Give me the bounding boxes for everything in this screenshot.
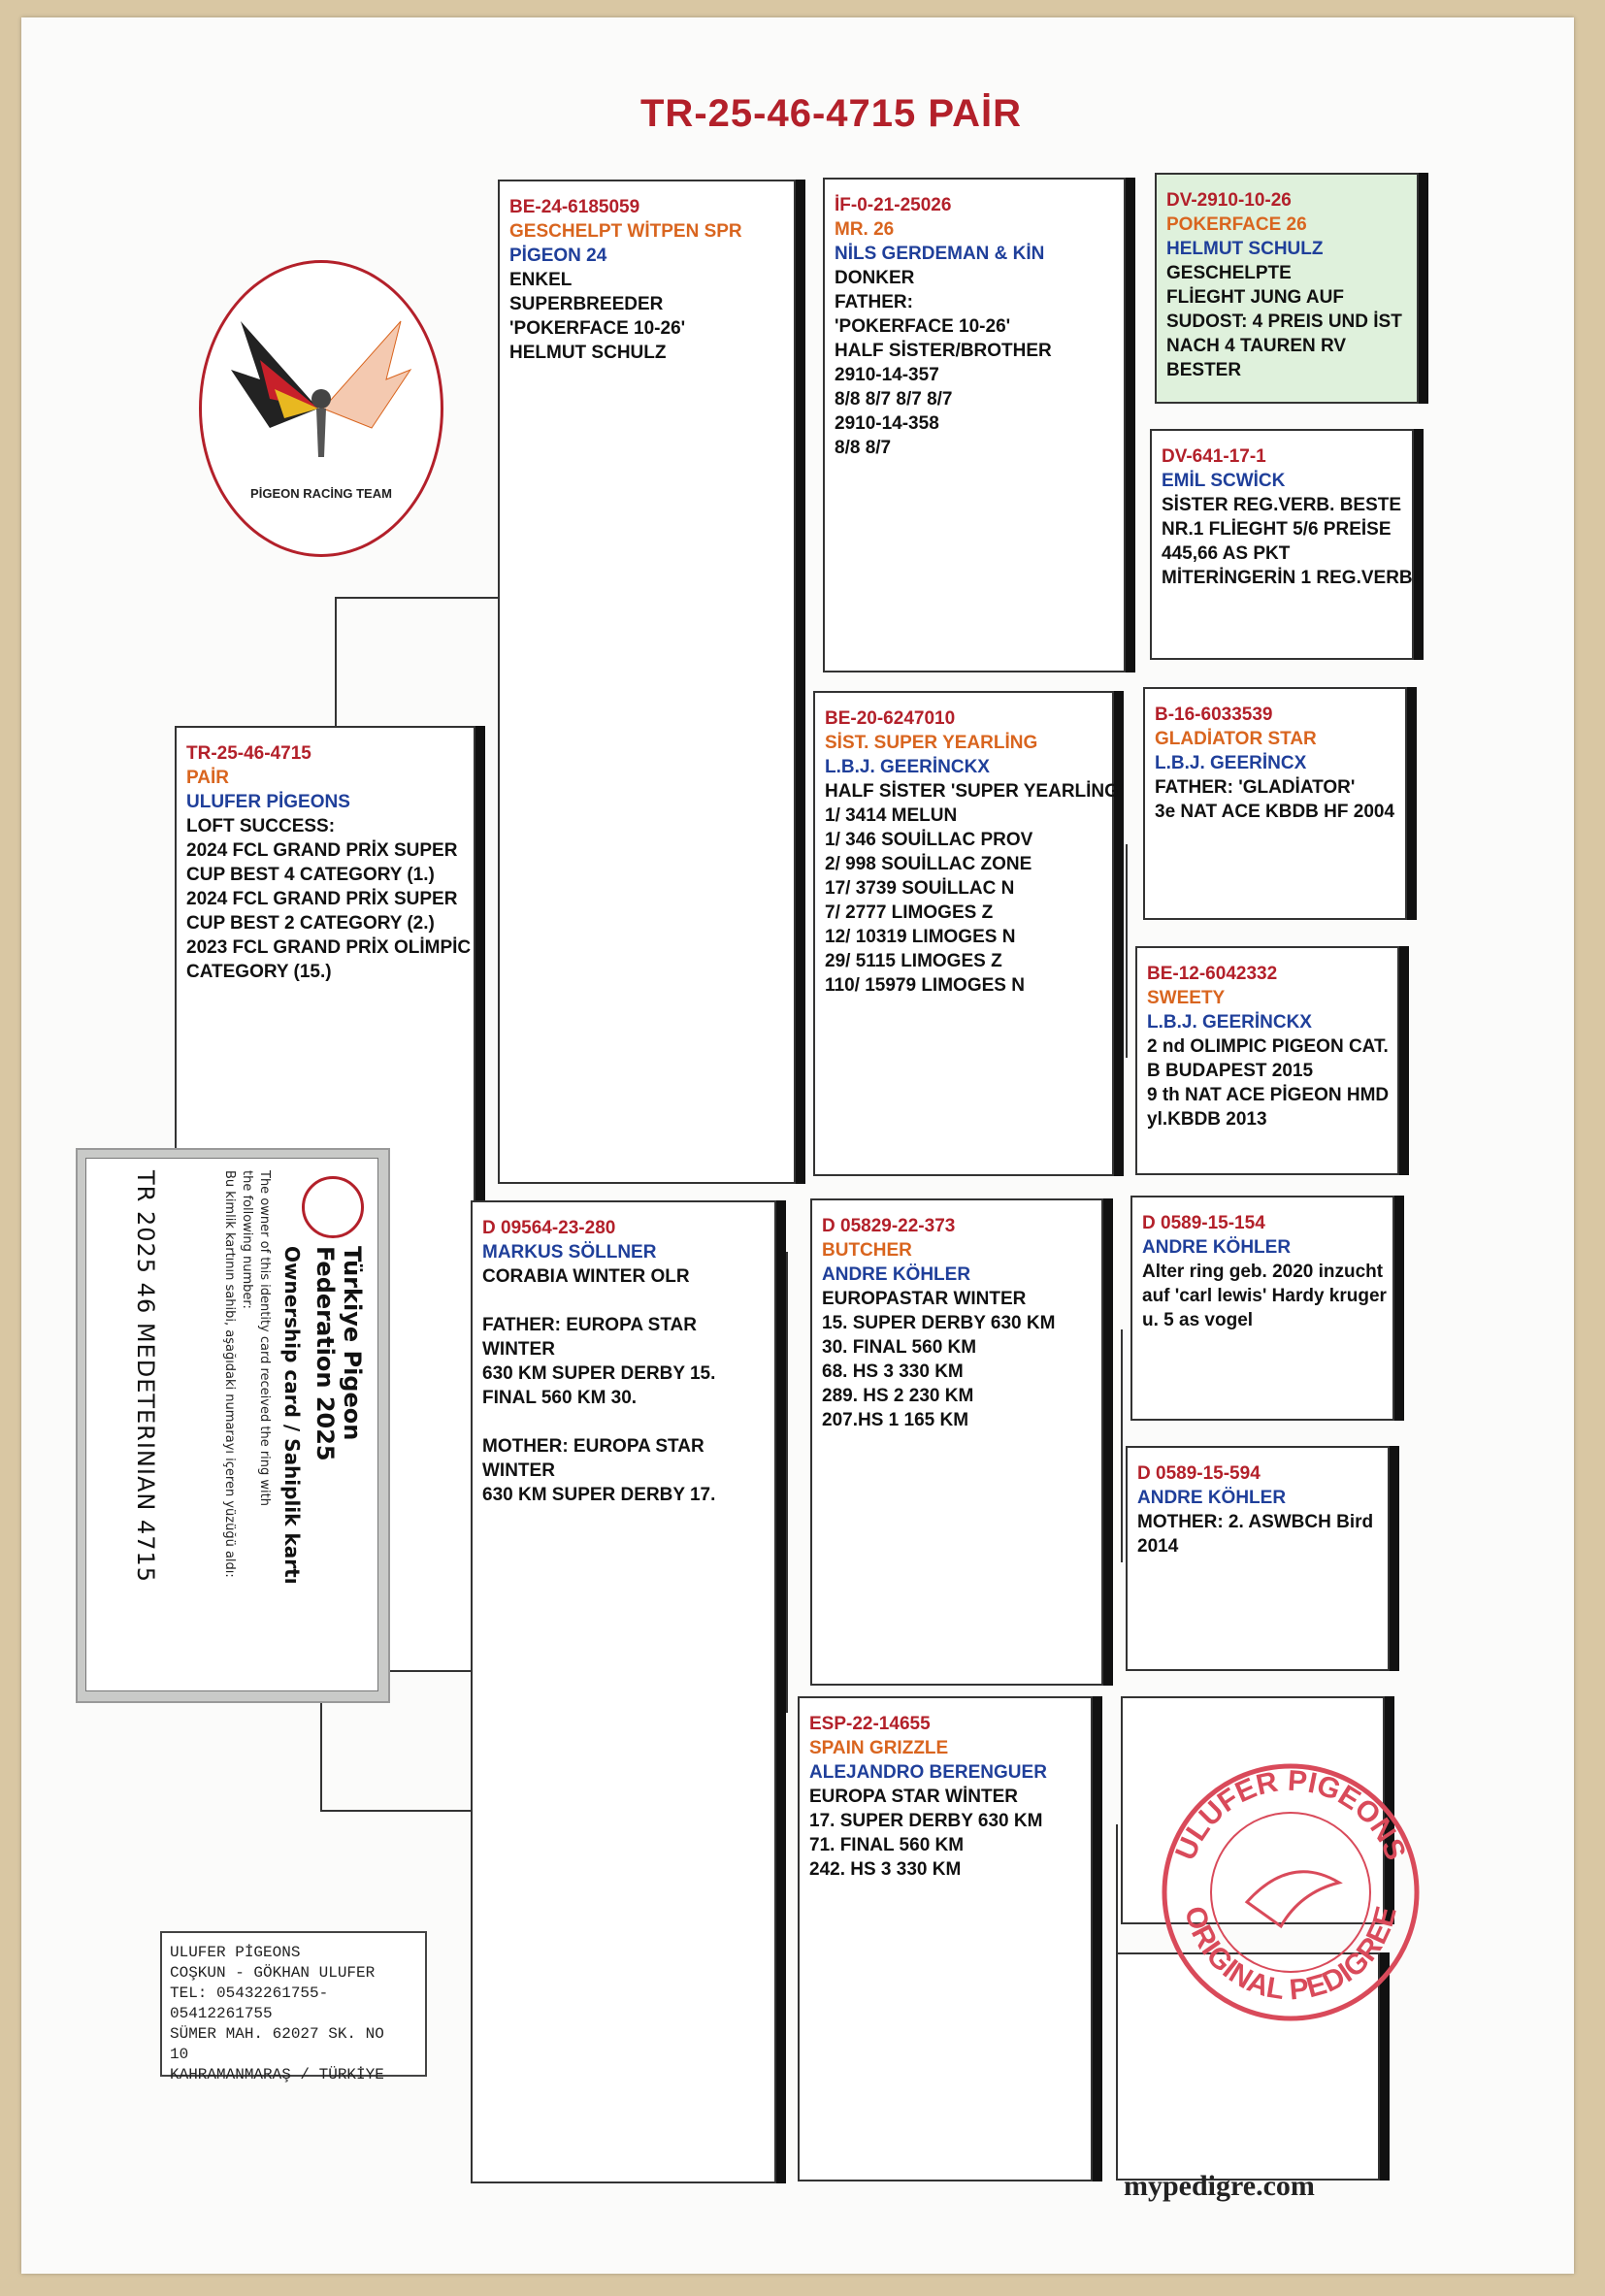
address-line: KAHRAMANMARAŞ / TÜRKİYE <box>170 2066 384 2083</box>
info-line: 242. HS 3 330 KM <box>809 1859 962 1880</box>
info-line: SUDOST: 4 PREIS UND İST <box>1166 312 1402 332</box>
stamp-top-text: ULUFER PİGEONS <box>1169 1764 1412 1865</box>
stamp-bottom-text: ORIGINAL PEDIGREE <box>1178 1902 1403 2007</box>
pigeon-card-dsd <box>1126 1446 1390 1671</box>
breeder-name: ANDRE KÖHLER <box>822 1264 971 1285</box>
info-line: MOTHER: EUROPA STAR <box>482 1436 704 1457</box>
pigeon-card-sds <box>1143 687 1407 920</box>
pigeon-name: POKERFACE 26 <box>1166 214 1307 235</box>
info-line: 2023 FCL GRAND PRİX OLİMPİC <box>186 937 472 958</box>
info-line: 71. FINAL 560 KM <box>809 1835 965 1855</box>
pigeon-card-dam-dam <box>798 1696 1093 2181</box>
federation-emblem-icon <box>302 1176 364 1238</box>
info-line: 17. SUPER DERBY 630 KM <box>809 1811 1043 1831</box>
pigeon-card-dam <box>471 1200 776 2183</box>
pigeon-card-sire <box>498 180 796 1184</box>
info-line: 8/8 8/7 8/7 8/7 <box>835 389 953 410</box>
svg-text:ULUFER PİGEONS <box>1169 1765 1412 1865</box>
address-line: ULUFER PİGEONS <box>170 1944 301 1961</box>
pigeon-name: SWEETY <box>1147 988 1226 1008</box>
pigeon-card-sss <box>1155 173 1419 404</box>
breeder-name: ALEJANDRO BERENGUER <box>809 1762 1047 1783</box>
info-line: CATEGORY (15.) <box>186 962 332 982</box>
info-line: NACH 4 TAUREN RV <box>1166 336 1347 356</box>
info-line: 445,66 AS PKT <box>1162 543 1291 564</box>
connector <box>320 1810 471 1812</box>
breeder-name: HELMUT SCHULZ <box>1166 239 1324 259</box>
info-line: 630 KM SUPER DERBY 17. <box>482 1485 716 1505</box>
eagle-wings-icon <box>202 263 441 554</box>
breeder-name: ANDRE KÖHLER <box>1137 1488 1287 1508</box>
info-line: 2/ 998 SOUİLLAC ZONE <box>825 854 1032 874</box>
info-line: 8/8 8/7 <box>835 438 892 458</box>
info-line: FATHER: 'GLADİATOR' <box>1155 777 1356 798</box>
address-line: 05412261755 <box>170 2005 273 2022</box>
info-line: FATHER: EUROPA STAR <box>482 1315 697 1335</box>
ring-number: İF-0-21-25026 <box>835 195 952 215</box>
info-line: 'POKERFACE 10-26' <box>509 318 686 339</box>
ownership-card <box>76 1148 390 1703</box>
info-line: 1/ 346 SOUİLLAC PROV <box>825 830 1033 850</box>
info-line: CUP BEST 4 CATEGORY (1.) <box>186 865 435 885</box>
logo-caption: PİGEON RACİNG TEAM <box>250 486 392 501</box>
federation-line: Federation 2025 <box>311 1246 339 1461</box>
breeder-name: PİGEON 24 <box>509 246 607 266</box>
spacer <box>482 1289 765 1313</box>
info-line: 7/ 2777 LIMOGES Z <box>825 902 994 923</box>
pigeon-name: GLADİATOR STAR <box>1155 729 1317 749</box>
info-line: B BUDAPEST 2015 <box>1147 1061 1314 1081</box>
info-line: MİTERİNGERİN 1 REG.VERB. <box>1162 568 1418 588</box>
info-line: WINTER <box>482 1460 555 1481</box>
info-line: 12/ 10319 LIMOGES N <box>825 927 1016 947</box>
info-line: GESCHELPTE <box>1166 263 1292 283</box>
connector <box>796 344 798 873</box>
info-line: 9 th NAT ACE PİGEON HMD <box>1147 1085 1390 1105</box>
info-line: yl.KBDB 2013 <box>1147 1109 1267 1130</box>
info-line: SİSTER REG.VERB. BESTE <box>1162 495 1402 515</box>
federation-title <box>311 1246 366 1461</box>
pigeon-card-sire-dam <box>813 691 1124 1176</box>
original-pedigree-stamp <box>1155 1747 1426 2028</box>
ring-number: D 05829-22-373 <box>822 1216 956 1236</box>
breeder-name: L.B.J. GEERİNCKX <box>825 757 990 777</box>
connector <box>335 597 500 599</box>
info-line: 2 nd OLIMPIC PIGEON CAT. <box>1147 1036 1389 1057</box>
info-line: MOTHER: 2. ASWBCH Bird <box>1137 1512 1374 1532</box>
pigeon-name: BUTCHER <box>822 1240 912 1261</box>
team-logo <box>199 260 443 557</box>
connector <box>335 597 337 726</box>
info-line: 2910-14-357 <box>835 365 939 385</box>
info-line: 2014 <box>1137 1536 1179 1557</box>
connector <box>1126 844 1128 1058</box>
card-notice <box>220 1170 273 1675</box>
info-line: HALF SİSTER 'SUPER YEARLİNG' <box>825 781 1124 802</box>
ring-number: D 0589-15-154 <box>1142 1213 1265 1233</box>
info-line: HELMUT SCHULZ <box>509 343 667 363</box>
address-line: TEL: 05432261755- <box>170 1984 329 2002</box>
breeder-name: ANDRE KÖHLER <box>1142 1237 1292 1258</box>
federation-line: Türkiye Pigeon <box>339 1246 366 1441</box>
info-line: ENKEL <box>509 270 573 290</box>
ownership-label: Ownership card / Sahiplik kartı <box>280 1246 304 1585</box>
pigeon-card-dss <box>1130 1196 1394 1421</box>
address-line: SÜMER MAH. 62027 SK. NO <box>170 2025 384 2043</box>
pigeon-card-ssd <box>1150 429 1418 660</box>
footer-site: mypedigre.com <box>1124 2170 1315 2202</box>
connector <box>786 1252 788 1713</box>
info-line: 289. HS 2 230 KM <box>822 1386 974 1406</box>
connector <box>320 1703 322 1810</box>
info-line: 29/ 5115 LIMOGES Z <box>825 951 1002 971</box>
ring-number: BE-24-6185059 <box>509 197 640 217</box>
card-notice-tr: Bu kimlik kartının sahibi, aşağıdaki numarayı içeren yüzüğü aldı: <box>222 1170 237 1578</box>
info-line: LOFT SUCCESS: <box>186 816 336 836</box>
info-line: FINAL 560 KM 30. <box>482 1388 638 1408</box>
connector <box>1130 233 1132 476</box>
info-line: 2024 FCL GRAND PRİX SUPER <box>186 840 458 861</box>
pigeon-name: MR. 26 <box>835 219 895 240</box>
info-line: 17/ 3739 SOUİLLAC N <box>825 878 1015 899</box>
pigeon-card-sdd <box>1135 946 1399 1175</box>
ring-number: BE-12-6042332 <box>1147 964 1278 984</box>
address-line: COŞKUN - GÖKHAN ULUFER <box>170 1964 376 1982</box>
info-line: 2024 FCL GRAND PRİX SUPER <box>186 889 458 909</box>
info-line: 30. FINAL 560 KM <box>822 1337 977 1358</box>
info-line: FLİEGHT JUNG AUF <box>1166 287 1344 308</box>
ring-number: B-16-6033539 <box>1155 705 1273 725</box>
breeder-name: L.B.J. GEERİNCKX <box>1147 1012 1312 1033</box>
pigeon-name: SİST. SUPER YEARLİNG <box>825 733 1038 753</box>
info-line: CUP BEST 2 CATEGORY (2.) <box>186 913 435 934</box>
info-line: SUPERBREEDER <box>509 294 664 314</box>
info-line: 207.HS 1 165 KM <box>822 1410 969 1430</box>
card-notice-en: The owner of this identity card received the ring with <box>257 1170 272 1506</box>
connector <box>1121 1329 1123 1562</box>
info-line: u. 5 as vogel <box>1142 1310 1254 1330</box>
ring-number: TR-25-46-4715 <box>186 743 311 764</box>
info-line: 630 KM SUPER DERBY 15. <box>482 1363 716 1384</box>
ring-number: ESP-22-14655 <box>809 1714 931 1734</box>
dove-icon <box>1247 1872 1339 1926</box>
info-line: 68. HS 3 330 KM <box>822 1361 964 1382</box>
info-line: 15. SUPER DERBY 630 KM <box>822 1313 1056 1333</box>
pigeon-card-sire-sire <box>823 178 1126 672</box>
breeder-name: EMİL SCWİCK <box>1162 471 1286 491</box>
info-line: 3e NAT ACE KBDB HF 2004 <box>1155 802 1395 822</box>
info-line: HALF SİSTER/BROTHER <box>835 341 1052 361</box>
info-line: 'POKERFACE 10-26' <box>835 316 1011 337</box>
address-line: 10 <box>170 2046 189 2063</box>
breeder-name: MARKUS SÖLLNER <box>482 1242 657 1263</box>
info-line: Alter ring geb. 2020 inzucht <box>1142 1262 1384 1282</box>
owner-address <box>160 1931 427 2083</box>
breeder-name: ULUFER PİGEONS <box>186 792 350 812</box>
pigeon-card-dam-sire <box>810 1198 1103 1686</box>
pigeon-name: GESCHELPT WİTPEN SPR <box>509 221 742 242</box>
info-line: auf 'carl lewis' Hardy kruger <box>1142 1286 1387 1306</box>
info-line: DONKER <box>835 268 915 288</box>
info-line: 2910-14-358 <box>835 413 939 434</box>
spacer <box>482 1410 765 1434</box>
ring-number: DV-641-17-1 <box>1162 446 1266 467</box>
breeder-name: NİLS GERDEMAN & KİN <box>835 244 1045 264</box>
ring-number: BE-20-6247010 <box>825 708 956 729</box>
card-notice-en: the following number: <box>240 1170 254 1309</box>
info-line: 110/ 15979 LIMOGES N <box>825 975 1025 996</box>
page-title: TR-25-46-4715 PAİR <box>640 92 1022 135</box>
ring-number: DV-2910-10-26 <box>1166 190 1292 211</box>
pigeon-name: PAİR <box>186 768 229 788</box>
info-line: 1/ 3414 MELUN <box>825 805 958 826</box>
info-line: FATHER: <box>835 292 913 312</box>
info-line: NR.1 FLİEGHT 5/6 PREİSE <box>1162 519 1392 540</box>
info-line: EUROPA STAR WİNTER <box>809 1787 1018 1807</box>
pigeon-name: SPAIN GRIZZLE <box>809 1738 949 1758</box>
info-line: EUROPASTAR WINTER <box>822 1289 1027 1309</box>
breeder-name: L.B.J. GEERİNCX <box>1155 753 1307 773</box>
card-ring-number: TR 2025 46 MEDETERINIAN 4715 <box>132 1170 159 1584</box>
info-line: CORABIA WINTER OLR <box>482 1266 690 1287</box>
ring-number: D 09564-23-280 <box>482 1218 616 1238</box>
ring-number: D 0589-15-594 <box>1137 1463 1261 1484</box>
info-line: WINTER <box>482 1339 555 1360</box>
info-line: BESTER <box>1166 360 1242 380</box>
